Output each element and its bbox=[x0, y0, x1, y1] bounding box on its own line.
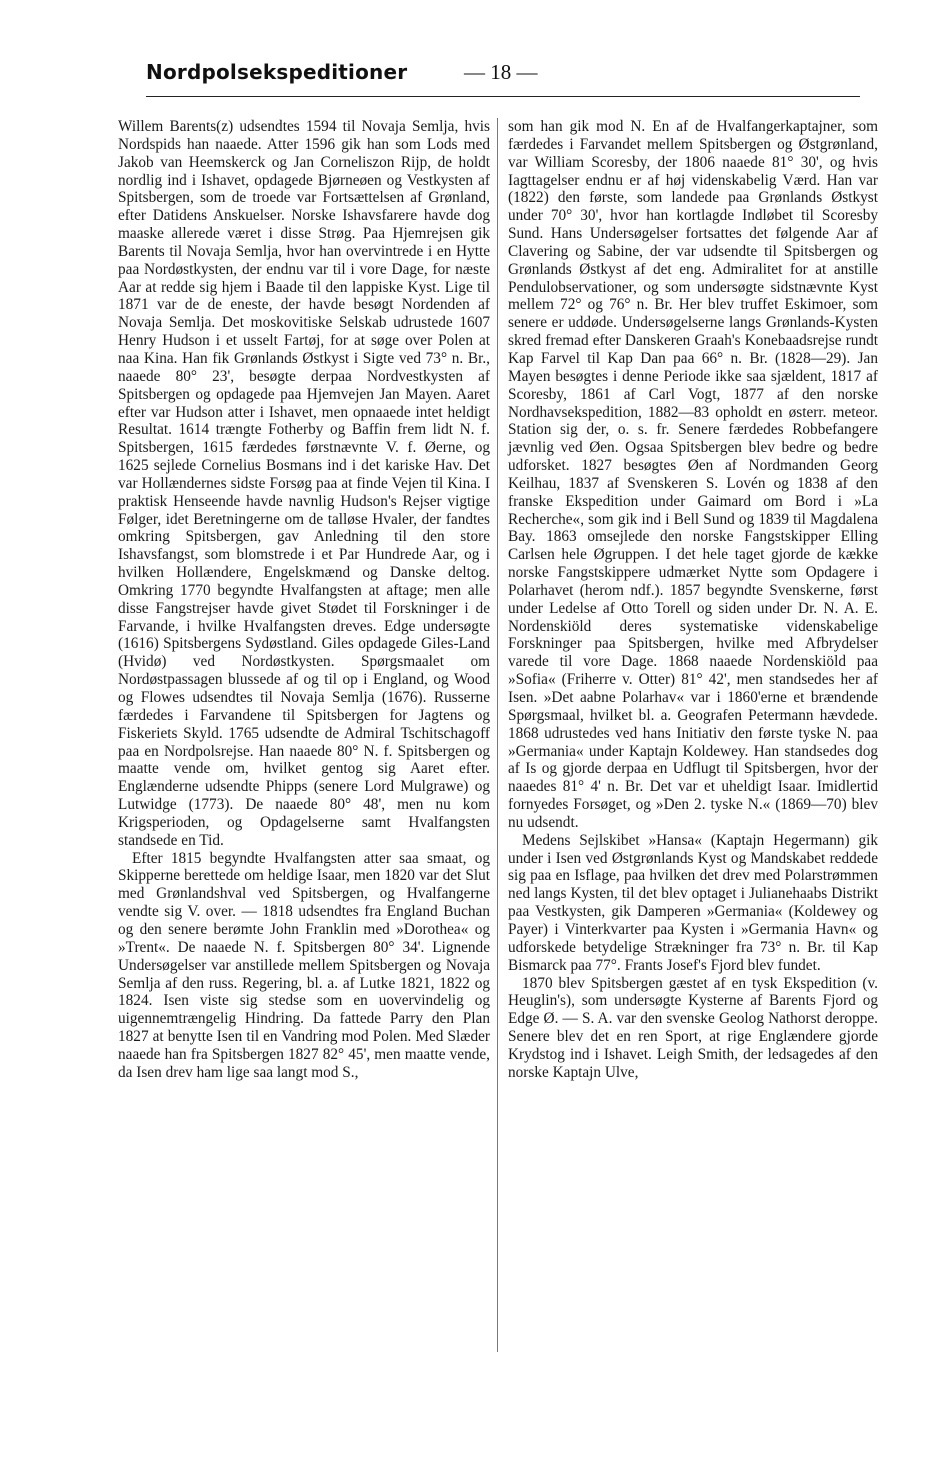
right-column bbox=[508, 118, 878, 1082]
column-divider bbox=[497, 118, 498, 1352]
paragraph-hansa: Medens Sejlskibet »Hansa« (Kaptajn Hegermann) gik under i Isen ved Østgrønlands Kyst og Mandskabet reddede sig paa en Isflage, paa hvilken det drev med Polarstrømmen ned langs Kysten, til det blev optaget i Julianehaabs Distrikt paa Vestkysten, gik Damperen »Germania« (Koldewey og Payer) i Vinterkvarter paa Kysten i »Germania Havn« og udforskede betydelige Strækninger fra 73° n. Br. til Kap Bismarck paa 77°. Frants Josef's Fjord blev fundet. bbox=[508, 831, 878, 974]
left-column bbox=[118, 118, 490, 1082]
paragraph-barents: Willem Barents(z) udsendtes 1594 til Novaja Semlja, hvis Nordspids han naaede. Atter 1596 gik han som Lods med Jakob van Heemskerck og Jan Corneliszon Rijp, de holdt nordlig ind i Ishavet, opdagede Bjørneøen og Vestkysten af Spitsbergen, som de troede var Fortsættelsen af Grønland, efter Datidens Anskuelser. Norske Ishavsfarere havde dog maaske allerede været i disse Strøg. Paa Hjemrejsen gik Barents til Novaja Semlja, hvor han overvintrede i en Hytte paa Nordøstkysten, der endnu var til i vore Dage, for næste Aar at redde sig hjem i Baade til den lappiske Kyst. Lige til 1871 var de de eneste, der havde besøgt Nordenden af Novaja Semlja. Det moskovitiske Selskab udrustede 1607 Henry Hudson i et usselt Fartøj, for at søge over Polen at naa Kina. Han fik Grønlands Østkyst i Sigte ved 73° n. Br., naaede 80° 23', besøgte derpaa Nordvestkysten af Spitsbergen og opdagede paa Hjemvejen Jan Mayen. Aaret efter var Hudson atter i Ishavet, men opnaaede intet heldigt Resultat. 1614 trængte Fotherby og Baffin frem lidt N. f. Spitsbergen, 1615 færdedes førstnævnte V. f. Øerne, og 1625 sejlede Cornelius Bosmans ind i det kariske Hav. Det var Hollændernes sidste Forsøg paa at finde Vejen til Kina. I praktisk Henseende havde navnlig Hudson's Rejser vigtige Følger, idet Beretningerne om de talløse Hvaler, der fandtes omkring Spitsbergen, gav Anledning til den store Ishavsfangst, som blomstrede i et Par Hundrede Aar, og i hvilken Hollændere, Engelskmænd og Danske deltog. Omkring 1770 begyndte Hvalfangsten at aftage; men alle disse Fangstrejser havde givet Stødet til Forskninger i de Farvande, i hvilke Hvalfangsten dreves. Edge undersøgte (1616) Spitsbergens Sydøstland. Giles opdagede Giles-Land (Hvidø) ved Nordøstkysten. Spørgsmaalet om Nordøstpassagen blussede af og til op i England, og Wood og Flowes udsendtes til Novaja Semlja (1676). Russerne færdedes i Farvandene til Spitsbergen for Jagtens og Fiskeriets Skyld. 1765 udsendte de Admiral Tschitschagoff paa en Nordpolsrejse. Han naaede 80° N. f. Spitsbergen og maatte vende om, hvilket gentog sig Aaret efter. Englænderne udsendte Phipps (senere Lord Mulgrawe) og Lutwidge (1773). De naaede 80° 48', men nu kom Krigsperioden, og Opdagelserne samt Hvalfangsten standsede en Tid. bbox=[118, 118, 490, 849]
paragraph-1870: 1870 blev Spitsbergen gæstet af en tysk Ekspedition (v. Heuglin's), som undersøgte Kysterne af Barents Fjord og Edge Ø. — S. A. var den svenske Geolog Nathorst deroppe. Senere blev det en ren Sport, at rige Englændere gjorde Krydstog ind i Ishavet. Leigh Smith, der ledsagedes af den norske Kaptajn Ulve, bbox=[508, 974, 878, 1081]
paragraph-scoresby: som han gik mod N. En af de Hvalfangerkaptajner, som færdedes i Farvandet mellem Spitsbergen og Østgrønland, var William Scoresby, der 1806 naaede 81° 30', og hvis Iagttagelser endnu er af høj videnskabelig Værd. Han var (1822) den første, som landede paa Grønlands Østkyst under 70° 30', hvor han kortlagde Indløbet til Scoresby Sund. Hans Undersøgelser fortsattes det følgende Aar af Clavering og Sabine, der var udsendte til Spitsbergen og Grønlands Østkyst af det eng. Admiralitet for at anstille Pendulobservationer, og som undersøgte sidstnævnte Kyst mellem 72° og 76° n. Br. Her blev truffet Eskimoer, som senere er uddøde. Undersøgelserne langs Grønlands-Kysten skred fremad efter Danskeren Graah's Konebaadsrejse rundt Kap Farvel til Kap Dan paa 66° n. Br. (1828—29). Jan Mayen besøgtes i denne Periode ikke saa sjældent, 1817 af Scoresby, 1861 af Carl Vogt, 1877 af den norske Nordhavsekspedition, 1882—83 opholdt en østerr. meteor. Station sig der, o. s. fr. Senere færdedes Robbefangere jævnlig ved Øen. Ogsaa Spitsbergen blev bedre og bedre udforsket. 1827 besøgtes Øen af Nordmanden Georg Keilhau, 1837 af Svenskeren S. Lovén og 1838 af den franske Ekspedition under Gaimard om Bord i »La Recherche«, som gik ind i Bell Sund og 1839 til Magdalena Bay. 1863 omsejlede den norske Fangstskipper Elling Carlsen hele Øgruppen. I det hele taget gjorde de kække norske Fangstskippere udmærket Nytte som Opdagere i Polarhavet (herom ndf.). 1857 begyndte Svenskerne, først under Ledelse af Otto Torell og siden under Dr. N. A. E. Nordenskiöld deres systematiske videnskabelige Forskninger paa Spitsbergen, hvilke med Afbrydelser varede til vore Dage. 1868 naaede Nordenskiöld paa »Sofia« (Friherre v. Otter) 81° 42', men standsedes her af Isen. »Det aabne Polarhav« var i 1860'erne et brændende Spørgsmaal, hvilket bl. a. Geografen Petermann hævdede. 1868 udrustedes ved hans Initiativ den første tyske N. paa »Germania« under Kaptajn Koldewey. Han standsedes dog af Is og gjorde derpaa en Udflugt til Spitsbergen, hvor der naaedes 81° 4' n. Br. Det var et uheldigt Isaar. Imidlertid fornyedes Forsøget, og »Den 2. tyske N.« (1869—70) blev nu udsendt. bbox=[508, 118, 878, 831]
running-title: Nordpolsekspeditioner bbox=[146, 60, 408, 84]
page-number: — 18 — bbox=[464, 60, 538, 84]
page-header bbox=[146, 60, 846, 94]
header-rule bbox=[146, 96, 860, 97]
paragraph-hvalfangst: Efter 1815 begyndte Hvalfangsten atter saa smaat, og Skipperne berettede om heldige Isaar, men 1820 var det Slut med Grønlandshval ved Spitsbergen, og Hvalfangerne vendte sig V. over. — 1818 udsendtes fra England Buchan og den senere berømte John Franklin med »Dorothea« og »Trent«. De naaede N. f. Spitsbergen 80° 34'. Lignende Undersøgelser var anstillede mellem Spitsbergen og Novaja Semlja af den russ. Regering, bl. a. af Lutke 1821, 1822 og 1824. Isen viste sig stedse som en uovervindelig og uigennemtrængelig Hindring. Da fattede Parry den Plan 1827 at benytte Isen til en Vandring mod Polen. Med Slæder naaede han fra Spitsbergen 1827 82° 45', men maatte vende, da Isen drev ham lige saa langt mod S., bbox=[118, 849, 490, 1081]
